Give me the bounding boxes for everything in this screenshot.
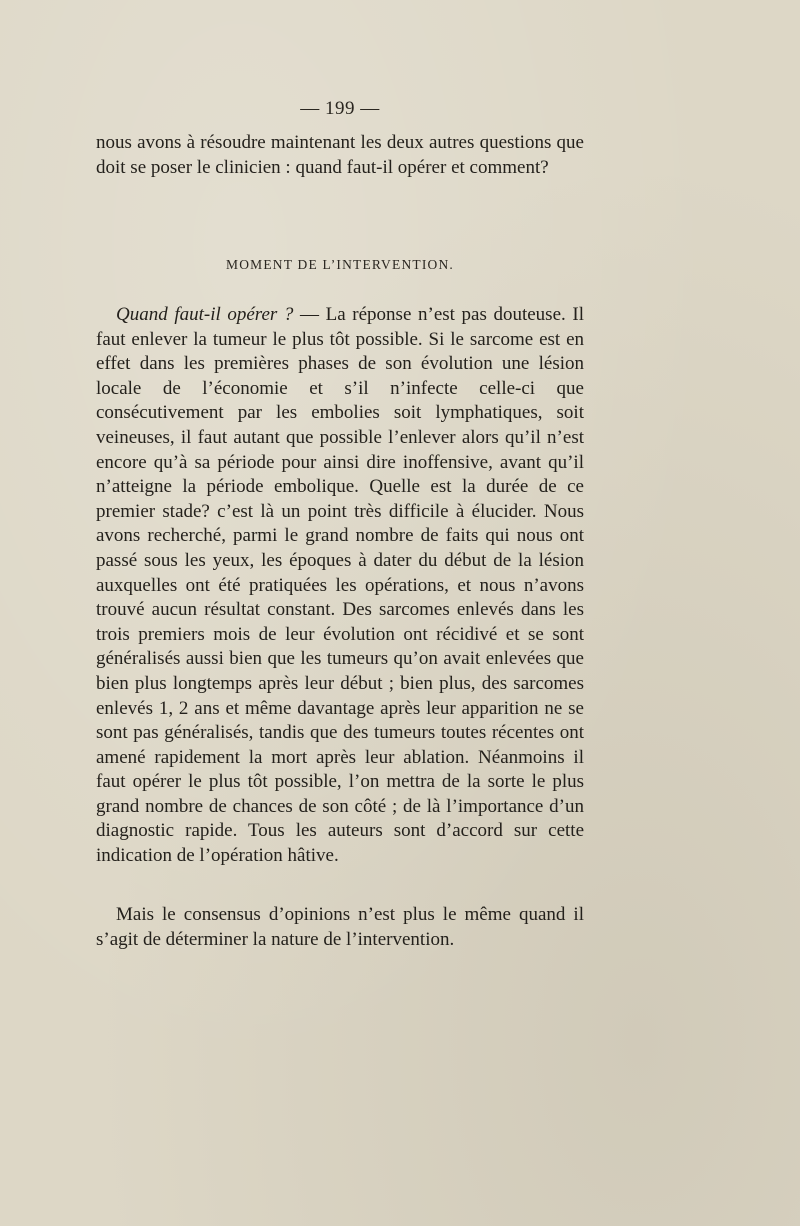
question-phrase: Quand faut-il opérer ? (116, 304, 294, 325)
main-paragraph (96, 303, 584, 869)
section-heading: MOMENT DE L’INTERVENTION. (225, 257, 455, 272)
opening-paragraph: nous avons à résoudre maintenant les deux autres questions que doit se poser le clinicien : quand faut-il opérer et comment? (96, 132, 584, 178)
closing-paragraph: Mais le consensus d’opinions n’est plus le même quand il s’agit de déterminer la nature de l’intervention. (96, 904, 584, 950)
main-paragraph-text: — La réponse n’est pas douteuse. Il faut enlever la tumeur le plus tôt possible. Si le sarcome est en effet dans les premières phases de son évolution une lésion locale de l’économie et s’il n’infecte celle-ci que consécutivement par les embolies soit lymphatiques, soit veineuses, il faut autant que possible l’enlever alors qu’il n’est encore qu’à sa période pour ainsi dire inoffensive, avant qu’il n’atteigne la période embolique. Quelle est la durée de ce premier stade? c’est là un point très difficile à élucider. Nous avons recherché, parmi le grand nombre de faits qui nous ont passé sous les yeux, les époques à dater du début de la lésion auxquelles ont été pratiquées les opérations, et nous n’avons trouvé aucun résultat constant. Des sarcomes enlevés dans les trois premiers mois de leur évolution ont récidivé et se sont généralisés aussi bien que les tumeurs qu’on avait enlevées que bien plus longtemps après leur début ; bien plus, des sarcomes enlevés 1, 2 ans et même davantage après leur apparition ne se sont pas généralisés, tandis que des tumeurs toutes récentes ont amené rapidement la mort après leur ablation. Néanmoins il faut opérer le plus tôt possible, l’on mettra de la sorte le plus grand nombre de chances de son côté ; de là l’importance d’un diagnostic rapide. Tous les auteurs sont d’accord sur cette indication de l’opération hâtive. (96, 304, 584, 867)
page-number: — 199 — (300, 98, 380, 119)
